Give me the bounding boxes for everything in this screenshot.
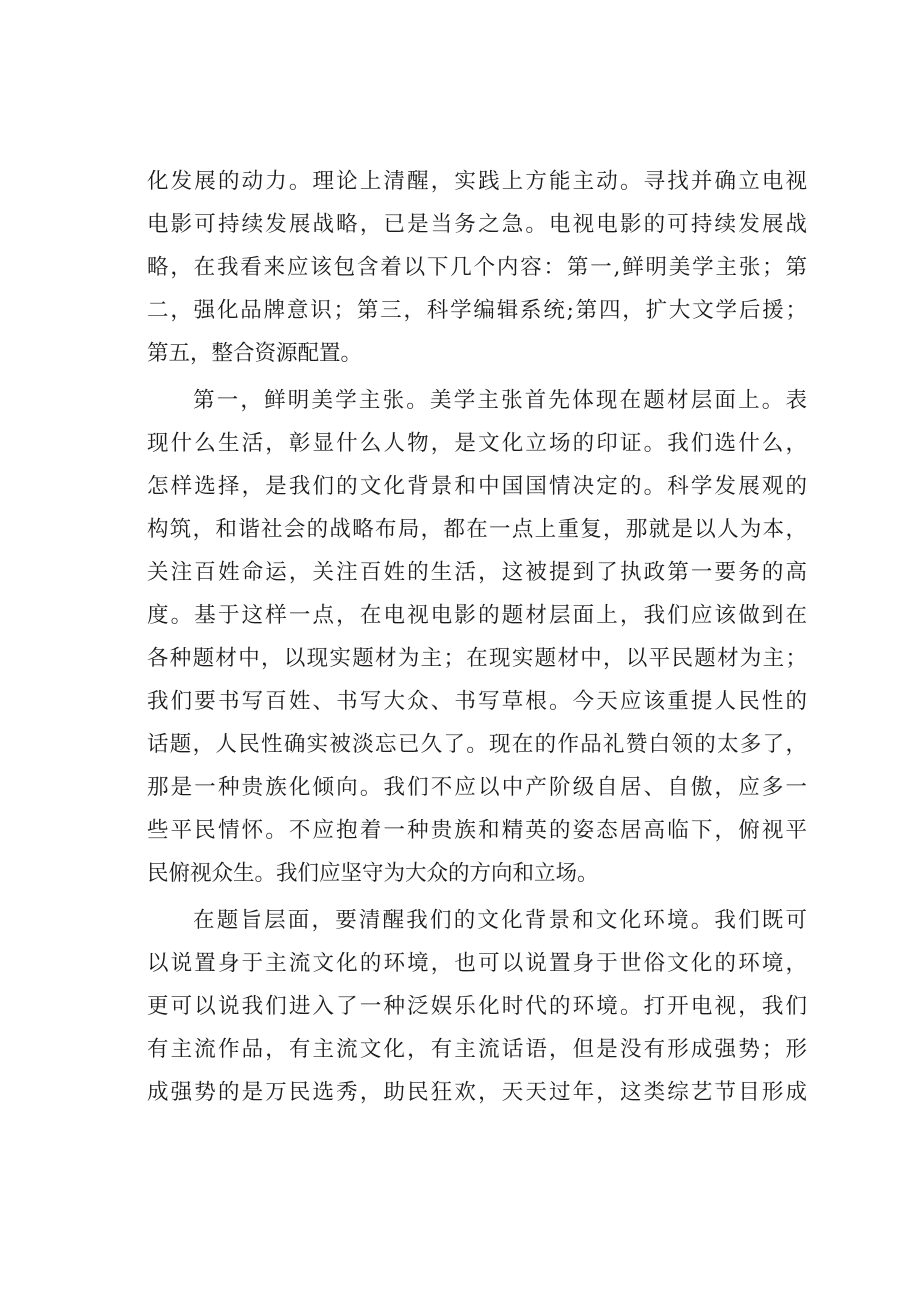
text-line: 以说置身于主流文化的环境，也可以说置身于世俗文化的环境， [147,951,807,976]
text-line: 关注百姓命运，关注百姓的生活，这被提到了执政第一要务的高 [147,560,807,585]
paragraph-3 [147,899,807,1114]
text-line: 化发展的动力。理论上清醒，实践上方能主动。寻找并确立电视 [147,169,807,194]
text-line: 话题，人民性确实被淡忘已久了。现在的作品礼赞白领的太多了， [147,732,807,757]
text-line: 在题旨层面，要清醒我们的文化背景和文化环境。我们既可 [193,908,807,933]
text-line: 民俯视众生。我们应坚守为大众的方向和立场。 [147,861,599,886]
text-line: 二，强化品牌意识；第三，科学编辑系统;第四，扩大文学后援； [147,298,807,323]
text-line: 那是一种贵族化倾向。我们不应以中产阶级自居、自傲，应多一 [147,775,807,800]
text-line: 电影可持续发展战略，已是当务之急。电视电影的可持续发展战 [147,212,807,237]
text-line: 我们要书写百姓、书写大众、书写草根。今天应该重提人民性的 [147,689,807,714]
text-line: 成强势的是万民选秀，助民狂欢，天天过年，这类综艺节目形成 [147,1080,807,1105]
text-line: 第五，整合资源配置。 [147,341,363,366]
document-body [147,160,807,1114]
text-line: 各种题材中，以现实题材为主；在现实题材中，以平民题材为主； [147,646,807,671]
text-line: 些平民情怀。不应抱着一种贵族和精英的姿态居高临下，俯视平 [147,818,807,843]
text-line: 怎样选择，是我们的文化背景和中国国情决定的。科学发展观的 [147,474,807,499]
paragraph-2 [147,379,807,895]
text-line: 更可以说我们进入了一种泛娱乐化时代的环境。打开电视，我们 [147,994,807,1019]
text-line: 现什么生活，彰显什么人物，是文化立场的印证。我们选什么， [147,431,807,456]
text-line: 有主流作品，有主流文化，有主流话语，但是没有形成强势；形 [147,1037,807,1062]
text-line: 构筑，和谐社会的战略布局，都在一点上重复，那就是以人为本， [147,517,807,542]
text-line: 略，在我看来应该包含着以下几个内容：第一,鲜明美学主张；第 [147,255,807,280]
paragraph-1 [147,160,807,375]
text-line: 度。基于这样一点，在电视电影的题材层面上，我们应该做到在 [147,603,807,628]
text-line: 第一，鲜明美学主张。美学主张首先体现在题材层面上。表 [193,388,807,413]
